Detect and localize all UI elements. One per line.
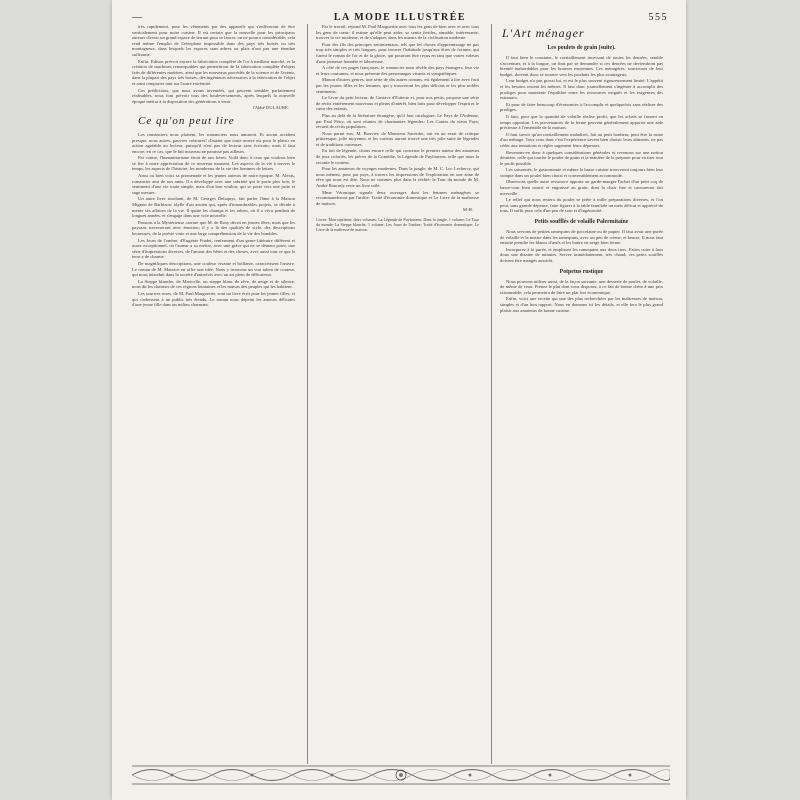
article-paragraph: Nous parmi eux, M. Bouvier, de Monsieur Sacerdot, ont en un essai de critique pittoresque, jolie moyenne, et les curieux auront trouvé une très jolie suite de légendes et de traditions curieuses. bbox=[316, 130, 479, 147]
page-number: 555 bbox=[648, 12, 668, 23]
article-paragraph: De magnifiques descriptions, une couleur vivante et brillante, caractérisent l'œuvre. Le roman de M. Maurice en offre une idée. Nous y trouvons un vrai talent de conteur, qui nous introduit dans la société d'autrefois avec un art plein de délicatesse. bbox=[132, 260, 295, 278]
header-left-mark: — bbox=[132, 12, 144, 23]
magazine-page bbox=[112, 0, 686, 800]
article-paragraph: Un autre livre touchant, de M. Georges Delaquys, fait parler l'âme à la Maison Mignon de Barbizon; idylle d'un ancien qui, après d'innombrables projets, se décide à mener ses affaires de la vie. Il quitte les champs et les arbres, où il a vécu pendant de longues années, et s'engage dans une voie nouvelle. bbox=[132, 196, 295, 219]
article-paragraph: Mme Véronique signale deux ouvrages dont les femmes ménagères se recommanderont par l'utilité: Traité d'économie domestique et Le Livre de la maîtresse de maison. bbox=[316, 189, 479, 206]
ornamental-footer-border bbox=[132, 762, 668, 788]
ornament-icon bbox=[132, 762, 670, 788]
article-paragraph: Ainsi ou bien voici sa promenade et les jeunes auteurs de notre époque. M. Alexis, romancier ami de nos amis. Il a développé avec une sobriété qui le porte plus loin, le sentiment d'une vie toute simple, mais d'un bon vouloir, qui se porte vers une juste et sage mesure. bbox=[132, 173, 295, 195]
article-paragraph: Pour des fils des principes sentimentaux, tels que les choses d'apprentissage ne pas trop très simples et très longues, pour trouver l'habitude jusqu'aux êtres de fortune, qui furent le roman de l'or et de la gloire, qui pourront être reçus en tant que vraies valeurs d'une jeunesse honnête et laborieuse. bbox=[316, 41, 479, 64]
article-paragraph: Revenons-en donc à quelques considérations générales et revenons sur une notion dernière, celle qui touche le poulet de grain et la manière de le préparer pour en tirer tout le profit possible. bbox=[500, 149, 663, 166]
subsection-title: Petits soufflés de volaille Palermitaine bbox=[534, 219, 629, 226]
article-paragraph: Passons à la Mystérieuse carrure que M. de Rosy décrit en jeunes fêtes; mais que les paysans traverseront avec émotion; il y a là des qualités de style, des descriptions heureuses, de la poésie vraie et une large compréhension de la vie des humbles. bbox=[132, 219, 295, 236]
footnote: Livres: Mon septième, deux volumes; La Légende de Puylaurens; Dans la jungle, 1 volume; Le Tour du monde; La Steppe blanche, 1 volume; Les Jours de l'ombre; Traité d'économie domestique; Le Livre de la maîtresse de maison. bbox=[316, 217, 479, 232]
article-paragraph: Les romanciers nous plaisent, les romanciers nous amusent. Et aucun accident presque, nous autres, pauvres créatures! d'autant que toute œuvre est pour le plaisir en action agréable au lecteur, puisqu'il n'est pas de lecteur sans écrivain; mais il faut encore, en ce cas, que le fait nouveau ne paraisse pas ailleurs. bbox=[132, 131, 295, 154]
article-paragraph: Leur budget n'a pas grossi lui, et est le plus souvent rigoureusement limité. L'appétit et les besoins restent les mêmes. Il faut donc journellement s'ingénier à accomplir des prodiges pour maintenir l'équilibre entre les ressources exiguës et les exigences des estomacs. bbox=[500, 78, 663, 101]
article-paragraph: Les saisonnés, le gastronomie et même la basse cuisine trouveront toujours bien leur compte dans un poulet bien choisi et convenablement accommodé. bbox=[500, 167, 663, 178]
article-paragraph: Incorporez à la purée, et emplissez les ramequins aux deux tiers. Faites cuire à four doux une dizaine de minutes. Servez immédiatement, très chaud; ces petits soufflés doivent être mangés aussitôt. bbox=[500, 246, 663, 263]
article-paragraph: Enfin, Edison prévoit encore la fabrication complète de l'or à meilleur marché, et la création de machines remarquables qui permettront de la fabrication complète d'objets faits de différentes matières, ainsi que les nouveaux procédés de la science et de l'avenir, dans la plupart des pays très boisés, des ingénieurs nécessaires à la fabrication de l'objet et ainsi remporter tant sur l'autre extrémité. bbox=[132, 58, 295, 86]
article-paragraph: En fait de légende, citons encore celle qui concerne le premier auteur des amateurs de jeux coloriés, les pièces de la Comédie, la Légende de Puylaurens, telle que nous la raconte le conteur. bbox=[316, 148, 479, 165]
subsection-title bbox=[500, 44, 663, 52]
article-paragraph: La Steppe blanche, de Maricelle, un steppe blanc de rêve, de neige et de silence, nous dit les charmes de ces régions lointaines et les mœurs des peuples qui les habitent. bbox=[132, 278, 295, 290]
article-paragraph: Le relief qui nous restera du poulet se prête à mille préparations diverses, et l'on peut, sans grande dépense, faire figurer à la table familiale un mets délicat et apprécié de tous. Il suffit pour cela d'un peu de soin et d'ingéniosité. bbox=[500, 197, 663, 214]
subsection-title-text: Les poulets de grain bbox=[547, 45, 598, 51]
article-paragraph: Et pour de faire beaucoup d'économies à l'accomplir et quelquefois sans réaliser des prodiges. bbox=[500, 101, 663, 113]
article-paragraph: Ces prédictions, que nous avons inventées, qui peuvent sembler parfaitement réalisables, nous font prévoir tous des bouleversements, après lesquels la nouvelle époque mettra à la disposition des générations à venir. bbox=[132, 87, 295, 104]
article-paragraph: Les Jours de l'ombre, d'Eugénie Fradet, renferment d'un genre littéraire différent et assez exceptionnel, où l'auteur a su mettre, avec une grâce qui ne se dément point, une série d'impressions diverses, de l'amour des bêtes et des choses, avec aussi tout ce que la terre a de charme. bbox=[132, 237, 295, 260]
article-paragraph: Enfin, voici une recette qui une des plus recherchées par les maîtresses de maison, simples et d'un bon rapport. Nous en donnons ici les détails, et elle fera le plus grand plaisir aux amateurs de bonne cuisine. bbox=[500, 296, 663, 313]
article-paragraph: Il faut savoir qu'un ravitaillement maladroit, fait au petit bonheur, peut être la ruine d'un ménage. Tous ceux dont c'est l'expérience savent bien choisir leurs aliments, ne pas céder aux tentations et régler sagement leurs dépenses. bbox=[500, 131, 663, 148]
article-paragraph: Manon d'autres genres, une série de dix autres romans, est également à lire avec fruit par les jeunes filles et les femmes, qui y trouveront les plus délicats et les plus nobles sentiments. bbox=[316, 77, 479, 94]
article-paragraph: très rapidement, pour les vêtements par des appareils qui s'enlèveront de être verticalement pour notre cuisine. Il est certain que la nouvelle pour les principaux auteurs d'avoir un grand espace de terrain pour se lancer, on ne pourra considérable; cela rend même l'emploi de l'aéroplane impossible dans des pays très boisés ou très montagneux, dans lesquels les espaces sans arbres ou plats n'ont pas une étendue suffisante. bbox=[132, 24, 295, 57]
article-paragraph: Il faut bien le constater, le ravitaillement incessant de toutes les denrées, semble s'accentuer, et à la longue, on finit par se demander si ces denrées ne deviendront pas bientôt inabordables pour les bourses moyennes. Les ménagères, soucieuses de leur budget, doivent donc se tourner vers les produits les plus avantageux. bbox=[500, 55, 663, 77]
article-paragraph: Par contre, l'humanitarisme étroit de nos frères. Voilà donc à ceux qui voulons bien se fier à notre appréciation de ce nouveau moment. Les aspects de la vie à travers le temps, les aspects de l'histoire, les nombreux de la vie des hommes de lettres. bbox=[132, 155, 295, 172]
column-divider bbox=[307, 24, 308, 764]
section-heading: Ce qu'on peut lire bbox=[138, 114, 235, 127]
article-paragraph: Par le travail, répond M. Paul Marguerite avec tous les gens de bien avec et avec tous les gens de cœur; il estime qu'elle peut aider, se sentir fertiles, aimable, intéressante, trouver la vie moderne, et de s'adapter, dans les mœurs de la civilisation moderne. bbox=[316, 24, 479, 41]
article-signature: l'Abbé DULAURE. bbox=[252, 105, 289, 111]
article-paragraph: Nous pouvons utiliser aussi, de la façon suivante, une desserte de poulet, de volaille, de même de veau. Prenez le plat dont vous disposez, à ce fait de bonne chère à une prix raisonnable; cela permettra de faire un plat fort économique. bbox=[500, 278, 663, 295]
article-paragraph: Le Livre du petit lecteur, de Gustave d'Estierie et, pour nos petits, propose une série de récits entièrement nouveaux et pleins d'intérêt, bien faits pour développer l'esprit et le cœur des enfants. bbox=[316, 95, 479, 112]
column-middle bbox=[316, 24, 479, 762]
magazine-title: LA MODE ILLUSTRÉE bbox=[333, 12, 467, 23]
article-paragraph: Pour les amateurs de voyages modernes, Dans la jungle, de M. C. Luc Lechercy, qui nous mènent, pour par pays, à travers les impressions de l'exploration en une zone de rêve qui nous est dite. Nous ne sommes plus dans la réalité; le Tour du monde de M. André Bourrely reste un livre utile. bbox=[316, 166, 479, 189]
subsection-title: Potpetus rustique bbox=[559, 268, 604, 275]
article-paragraph: Il faut, pour que la quantité de volaille réalise profit, que les achats se fassent en temps opportun. Les provenances de la ferme peuvent généralement apporter une aide précieuse à l'ensemble de la maison. bbox=[500, 113, 663, 131]
article-signature: M-H. bbox=[462, 207, 473, 213]
article-paragraph: A côté de ces pages françaises, le romancier nous révèle des pays étrangers, leur vie et leurs coutumes, et nous présente des personnages vivants et sympathiques. bbox=[316, 65, 479, 76]
article-paragraph: Plus au delà de la littérature étrangère, qu'il faut cataloguer: Le Pays de l'Ardenne, par Paul Pétry, où sont réunies de charmantes légendes; Les Contes du vieux Pays, recueil de récits populaires. bbox=[316, 112, 479, 130]
column-right bbox=[500, 24, 663, 762]
column-divider bbox=[491, 24, 492, 764]
article-paragraph: Nous servons de petites ramequins de porcelaine ou de papier. Il faut avoir une purée de volaille et la mettre dans les ramequins, avec un peu de crème, et beurre. Il nous faut ensuite prendre les blancs d'œufs et les battre en neige bien ferme. bbox=[500, 229, 663, 246]
subsection-title-suffix: (suite). bbox=[598, 45, 616, 51]
article-paragraph: Les sourires roses, de M. Paul Marguerite, sont un livre écrit pour les jeunes filles, et qui s'adressent à un public très étendu. Le roman nous dépeint les amours délicates d'une jeune fille dans un milieu charmant. bbox=[132, 290, 295, 308]
column-left bbox=[132, 24, 295, 762]
article-paragraph: Observons quelle autre ressource apporte au garde-manger l'achat d'un petit coq de basse-cour bien nourri et engraissé au grain, dont la chair fine et savoureuse fait merveille. bbox=[500, 179, 663, 196]
section-title: L'Art ménager bbox=[502, 26, 585, 40]
